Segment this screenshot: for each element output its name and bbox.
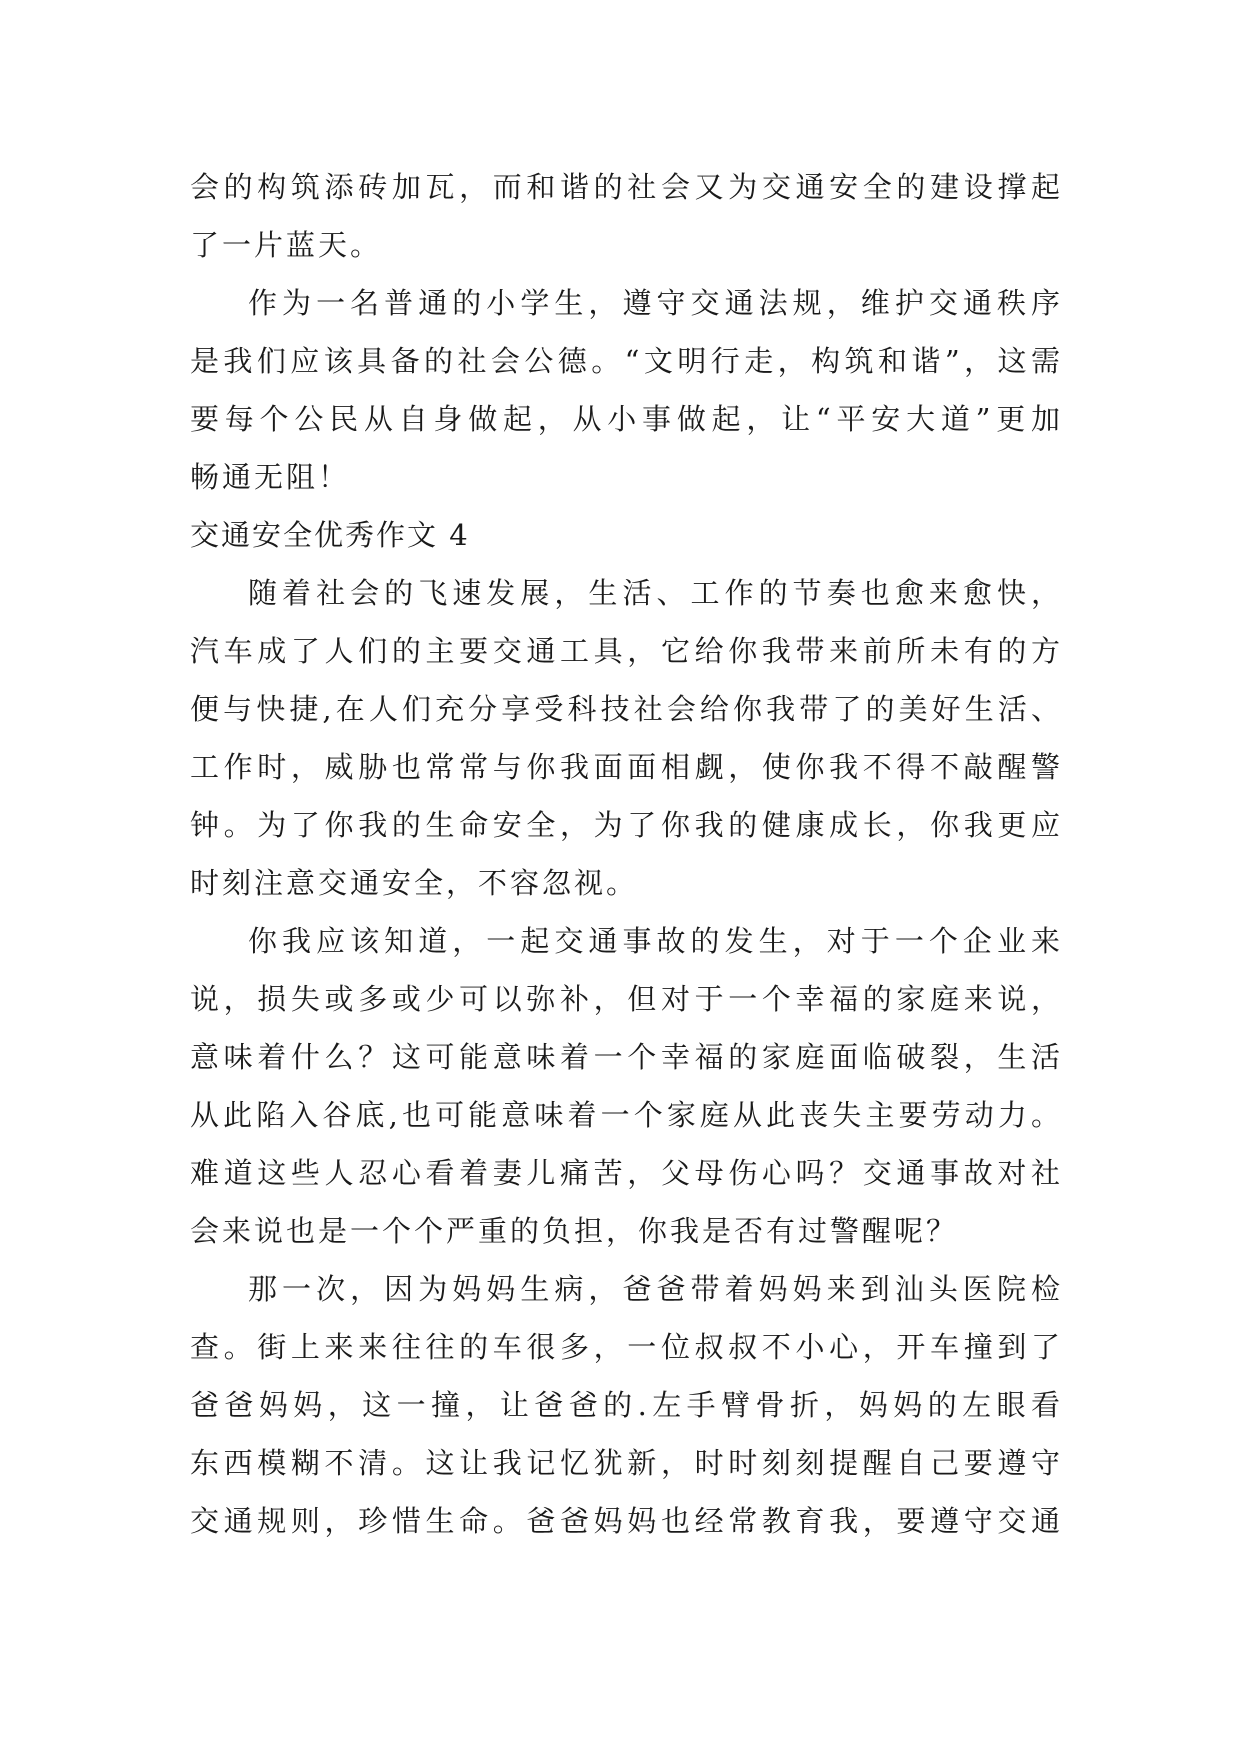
text-line-14: 你我应该知道，一起交通事故的发生，对于一个企业来: [248, 924, 1060, 958]
text-line-11: 工作时，威胁也常常与你我面面相觑，使你我不得不敲醒警: [190, 750, 1060, 784]
text-line-19: 会来说也是一个个严重的负担，你我是否有过警醒呢？: [190, 1214, 959, 1248]
text-line-22: 爸爸妈妈，这一撞，让爸爸的.左手臂骨折，妈妈的左眼看: [190, 1388, 1060, 1422]
text-line-16: 意味着什么？这可能意味着一个幸福的家庭面临破裂，生活: [190, 1040, 1060, 1074]
text-line-17: 从此陷入谷底,也可能意味着一个家庭从此丧失主要劳动力。: [190, 1098, 1060, 1132]
text-line-4: 是我们应该具备的社会公德。“文明行走，构筑和谐”，这需: [190, 344, 1060, 378]
text-line-15: 说，损失或多或少可以弥补，但对于一个幸福的家庭来说，: [190, 982, 1060, 1016]
text-line-1: 会的构筑添砖加瓦，而和谐的社会又为交通安全的建设撑起: [190, 170, 1060, 204]
text-line-5: 要每个公民从自身做起，从小事做起，让“平安大道”更加: [190, 402, 1060, 436]
text-line-21: 查。街上来来往往的车很多，一位叔叔不小心，开车撞到了: [190, 1330, 1060, 1364]
text-line-23: 东西模糊不清。这让我记忆犹新，时时刻刻提醒自己要遵守: [190, 1446, 1060, 1480]
text-line-20: 那一次，因为妈妈生病，爸爸带着妈妈来到汕头医院检: [248, 1272, 1060, 1306]
text-line-9: 汽车成了人们的主要交通工具，它给你我带来前所未有的方: [190, 634, 1060, 668]
text-line-18: 难道这些人忍心看着妻儿痛苦，父母伤心吗？交通事故对社: [190, 1156, 1060, 1190]
section-heading: 交通安全优秀作文 4: [190, 518, 470, 552]
document-body: [190, 158, 1060, 1550]
text-line-13: 时刻注意交通安全，不容忽视。: [190, 866, 639, 900]
text-line-12: 钟。为了你我的生命安全，为了你我的健康成长，你我更应: [190, 808, 1060, 842]
text-line-10: 便与快捷,在人们充分享受科技社会给你我带了的美好生活、: [190, 692, 1060, 726]
text-line-8: 随着社会的飞速发展，生活、工作的节奏也愈来愈快，: [248, 576, 1060, 610]
text-line-24: 交通规则，珍惜生命。爸爸妈妈也经常教育我，要遵守交通: [190, 1504, 1060, 1538]
text-line-2: 了一片蓝天。: [190, 228, 383, 262]
text-line-3: 作为一名普通的小学生，遵守交通法规，维护交通秩序: [248, 286, 1060, 320]
text-line-6: 畅通无阻！: [190, 460, 351, 494]
